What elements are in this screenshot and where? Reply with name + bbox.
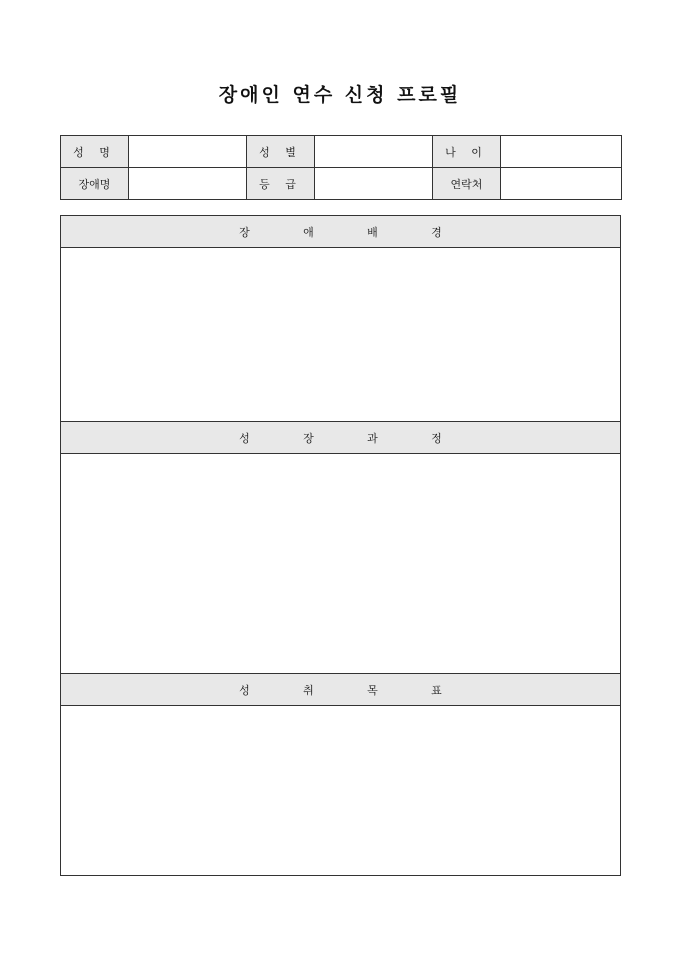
- name-label: 성 명: [61, 136, 129, 168]
- header-char: 취: [303, 683, 314, 697]
- header-char: 배: [367, 225, 378, 239]
- header-char: 성: [239, 431, 250, 445]
- header-char: 성: [239, 683, 250, 697]
- goals-section-header: [61, 674, 620, 706]
- page-title: 장애인 연수 신청 프로필: [218, 84, 462, 106]
- header-char: 장: [303, 431, 314, 445]
- grade-field[interactable]: [315, 168, 433, 200]
- gender-field[interactable]: [315, 136, 433, 168]
- header-char: 과: [367, 431, 378, 445]
- growth-section-body[interactable]: [61, 454, 620, 674]
- background-section-body[interactable]: [61, 248, 620, 422]
- growth-section-header: [61, 422, 620, 454]
- disability-label: 장애명: [61, 168, 129, 200]
- info-row-2: [61, 168, 622, 200]
- background-section-header: [61, 216, 620, 248]
- applicant-info-table: [60, 135, 622, 200]
- contact-field[interactable]: [501, 168, 622, 200]
- goals-section-body[interactable]: [61, 706, 620, 875]
- info-row-1: [61, 136, 622, 168]
- grade-label: 등 급: [247, 168, 315, 200]
- header-char: 장: [239, 225, 250, 239]
- contact-label: 연락처: [433, 168, 501, 200]
- header-char: 목: [367, 683, 378, 697]
- age-field[interactable]: [501, 136, 622, 168]
- age-label: 나 이: [433, 136, 501, 168]
- gender-label: 성 별: [247, 136, 315, 168]
- header-char: 표: [431, 683, 442, 697]
- disability-field[interactable]: [129, 168, 247, 200]
- header-char: 정: [431, 431, 442, 445]
- header-char: 경: [431, 225, 442, 239]
- name-field[interactable]: [129, 136, 247, 168]
- profile-sections: [60, 215, 621, 876]
- header-char: 애: [303, 225, 314, 239]
